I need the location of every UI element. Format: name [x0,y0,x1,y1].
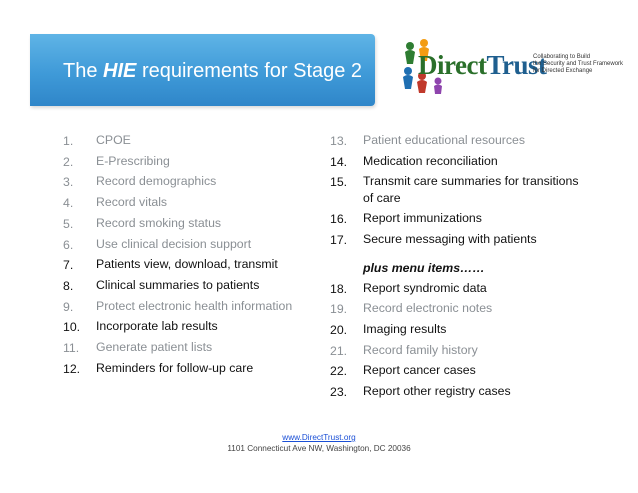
tagline-line: Collaborating to Build [533,54,591,60]
item-text: Protect electronic health information [96,298,293,313]
logo-wordmark [418,50,546,81]
item-text: Report other registry cases [363,384,511,399]
right-requirements-list [330,131,580,403]
title-prefix: The [63,60,98,82]
item-number: 20. [330,322,348,337]
list-item [63,152,325,173]
logo-tagline [533,54,633,76]
menu-requirements-list [330,279,580,403]
item-number: 16. [330,212,348,227]
item-number: 10. [63,320,81,335]
website-link[interactable]: www.DirectTrust.org [282,433,356,442]
item-text: Clinical summaries to patients [96,277,260,292]
logo-word-trust: Trust [486,50,547,80]
list-item [63,214,325,235]
item-text: Patient educational resources [363,133,526,147]
item-number: 7. [63,258,74,273]
list-item [63,276,325,297]
left-requirements-list [63,131,325,379]
item-text: Record family history [363,342,478,357]
list-item [330,299,580,320]
list-item [63,338,325,359]
footer [0,432,638,454]
item-text: Secure messaging with patients [363,232,537,247]
item-number: 9. [63,299,74,314]
title-banner [30,34,375,106]
list-item [330,152,580,173]
item-text: Record demographics [96,174,217,189]
list-item [330,279,580,300]
tagline-line: for Directed Exchange [533,68,593,75]
list-item [330,209,580,230]
item-number: 22. [330,364,348,379]
item-text: Report immunizations [363,211,482,226]
list-item [63,131,325,152]
item-number: 12. [63,361,81,376]
item-number: 18. [330,281,348,296]
item-number: 5. [63,216,74,231]
item-text: CPOE [96,133,131,147]
item-text: Transmit care summaries for transitions of care [363,174,579,206]
item-text: Patients view, download, transmit [96,257,278,272]
plus-menu-heading: plus menu items…… [363,260,485,275]
item-text: Reminders for follow-up care [96,360,254,375]
list-item [330,320,580,341]
list-item [330,131,580,152]
item-number: 13. [330,134,348,148]
item-text: Record smoking status [96,215,222,230]
core-requirements-list [330,131,580,251]
list-item [330,382,580,403]
list-item [63,297,325,318]
list-item [63,193,325,214]
item-text: Use clinical decision support [96,236,252,251]
item-text: Report syndromic data [363,280,487,295]
item-number: 3. [63,175,74,190]
slide-title [63,60,362,83]
item-text: Report cancer cases [363,363,476,378]
list-item [330,172,580,209]
address-text: 1101 Connecticut Ave NW, Washington, DC 20036 [227,444,411,453]
item-text: Imaging results [363,321,447,336]
item-text: Record vitals [96,195,168,210]
tagline-line: the Security and Trust Framework [533,61,624,68]
item-number: 4. [63,196,74,211]
list-item [63,235,325,256]
item-number: 23. [330,385,348,400]
item-number: 21. [330,343,348,358]
item-number: 8. [63,278,74,293]
list-item [330,341,580,362]
item-text: Medication reconciliation [363,153,498,168]
item-text: Generate patient lists [96,340,213,355]
logo-word-direct: Direct [418,50,487,80]
item-number: 1. [63,134,74,148]
list-item [63,359,325,380]
item-number: 19. [330,302,348,317]
item-text: E-Prescribing [96,153,170,168]
item-number: 2. [63,154,74,169]
item-number: 11. [63,341,80,356]
list-item [63,317,325,338]
list-item [63,172,325,193]
title-suffix: requirements for Stage 2 [141,60,363,82]
title-emphasis: HIE [103,60,137,82]
item-number: 6. [63,237,74,252]
list-item [330,361,580,382]
item-number: 17. [330,233,348,248]
list-item [63,255,325,276]
item-text: Incorporate lab results [96,319,218,334]
item-text: Record electronic notes [363,301,493,316]
item-number: 14. [330,154,348,169]
item-number: 15. [330,175,348,190]
list-item [330,230,580,251]
